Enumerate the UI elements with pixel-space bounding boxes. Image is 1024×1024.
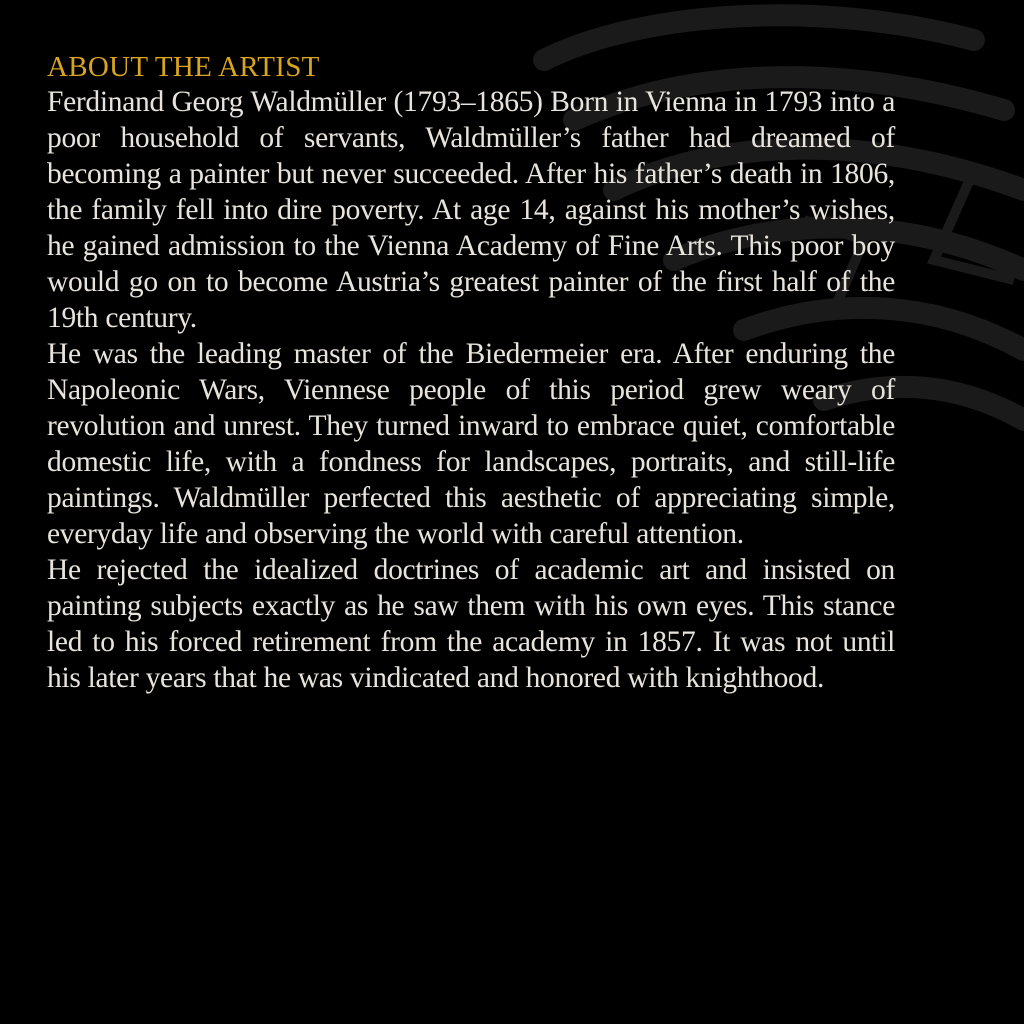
about-artist-section [47,50,895,696]
section-heading: ABOUT THE ARTIST [47,51,320,83]
biography-paragraph-1: Ferdinand Georg Waldmüller (1793–1865) Born in Vienna in 1793 into a poor household of servants, Waldmüller’s father had dreamed of becoming a painter but never succeeded. After his father’s death in 1806, the family fell into dire poverty. At age 14, against his mother’s wishes, he gained admission to the Vienna Academy of Fine Arts. This poor boy would go on to become Austria’s greatest painter of the first half of the 19th century. [47,86,895,334]
biography-paragraph-2: He was the leading master of the Biedermeier era. After enduring the Napoleonic Wars, Viennese people of this period grew weary of revolution and unrest. They turned inward to embrace quiet, comfortable domestic life, with a fondness for landscapes, portraits, and still-life paintings. Waldmüller perfected this aesthetic of appreciating simple, everyday life and observing the world with careful attention. [47,338,895,550]
biography-paragraph-3: He rejected the idealized doctrines of academic art and insisted on painting subjects exactly as he saw them with his own eyes. This stance led to his forced retirement from the academy in 1857. It was not until his later years that he was vindicated and honored with knighthood. [47,554,895,694]
